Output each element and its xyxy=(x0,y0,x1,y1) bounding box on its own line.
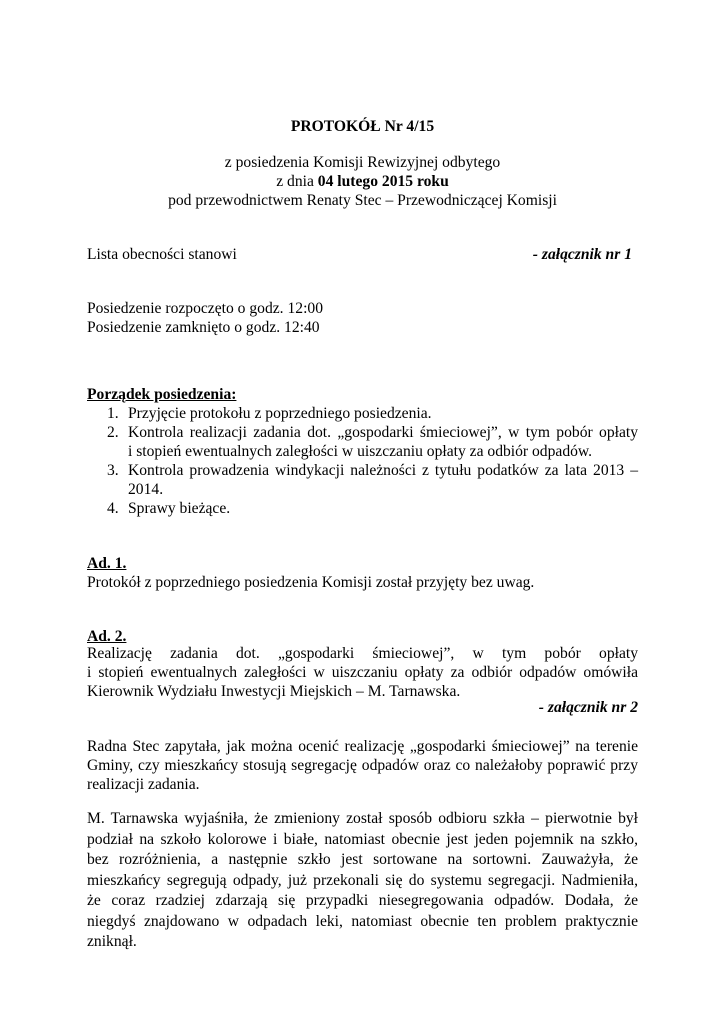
paragraph-line: i stopień ewentualnych zaległości w uiszczaniu opłaty za odbiór odpadów omówiła xyxy=(87,664,638,681)
agenda-item-text: 2014. xyxy=(128,481,164,498)
paragraph-line: niegdyś znajdowano w odpadach leki, natomiast obecnie ten problem praktycznie xyxy=(87,912,638,930)
agenda-item-text: i stopień ewentualnych zaległości w uiszczaniu opłaty za odbiór odpadów. xyxy=(128,443,593,460)
meeting-start-time: Posiedzenie rozpoczęto o godz. 12:00 xyxy=(87,300,324,317)
paragraph-line: mieszkańcy segregują odpady, już przekonali się do systemu segregacji. Nadmieniła, xyxy=(87,871,638,889)
header-line-3: pod przewodnictwem Renaty Stec – Przewodniczącej Komisji xyxy=(168,192,557,209)
ad1-heading: Ad. 1. xyxy=(87,555,127,572)
attachment-2: - załącznik nr 2 xyxy=(538,699,638,716)
agenda-item-number: 1. xyxy=(107,405,119,422)
paragraph-line: Gminy, czy mieszkańcy stosują segregację odpadów oraz co należałoby poprawić przy xyxy=(87,757,638,774)
agenda-item-number: 2. xyxy=(107,424,119,441)
paragraph-line: Kierownik Wydziału Inwestycji Miejskich – M. Tarnawska. xyxy=(87,683,461,700)
meeting-end-time: Posiedzenie zamknięto o godz. 12:40 xyxy=(87,319,320,336)
agenda-item xyxy=(87,423,638,461)
header-date: 04 lutego 2015 roku xyxy=(317,173,449,190)
agenda-item xyxy=(87,499,638,518)
agenda-item-number: 3. xyxy=(107,462,119,479)
paragraph-line: że coraz rzadziej zdarzają się przypadki niesegregowania odpadów. Dodała, że xyxy=(87,892,638,909)
agenda-item xyxy=(87,404,638,423)
paragraph-line: Realizację zadania dot. „gospodarki śmieciowej”, w tym pobór opłaty xyxy=(87,645,638,662)
agenda-item-number: 4. xyxy=(107,500,119,517)
agenda-item-text: Kontrola prowadzenia windykacji należności z tytułu podatków za lata 2013 – xyxy=(128,462,638,479)
agenda-item xyxy=(87,461,638,499)
attendance-text: Lista obecności stanowi xyxy=(87,246,237,263)
paragraph-line: M. Tarnawska wyjaśniła, że zmieniony został sposób odbioru szkła – pierwotnie był xyxy=(87,810,638,827)
header-line-1: z posiedzenia Komisji Rewizyjnej odbytego xyxy=(224,154,501,171)
ad2-paragraph-2 xyxy=(87,737,638,794)
header-line-2 xyxy=(0,172,725,191)
paragraph-line: Radna Stec zapytała, jak można ocenić realizację „gospodarki śmieciowej” na terenie xyxy=(87,738,638,755)
paragraph-line: realizacji zadania. xyxy=(87,776,200,793)
ad2-paragraph-1 xyxy=(87,644,638,701)
attachment-1: - załącznik nr 1 xyxy=(532,246,632,263)
agenda-item-text: Przyjęcie protokołu z poprzedniego posiedzenia. xyxy=(128,405,432,422)
ad1-text: Protokół z poprzedniego posiedzenia Komisji został przyjęty bez uwag. xyxy=(87,574,535,591)
document-title: PROTOKÓŁ Nr 4/15 xyxy=(290,118,435,135)
agenda-item-text: Kontrola realizacji zadania dot. „gospodarki śmieciowej”, w tym pobór opłaty xyxy=(128,424,638,441)
ad2-paragraph-3 xyxy=(87,809,638,953)
header-date-prefix: z dnia xyxy=(276,173,318,190)
ad2-heading: Ad. 2. xyxy=(87,628,127,645)
paragraph-line: bez rozróżnienia, a następnie szkło jest sortowane na sortowni. Zauważyła, że xyxy=(87,851,638,868)
agenda-heading: Porządek posiedzenia: xyxy=(87,386,237,403)
paragraph-line: podział na szkoło kolorowe i białe, natomiast obecnie jest jeden pojemnik na szkło, xyxy=(87,830,638,848)
paragraph-line: zniknął. xyxy=(87,933,137,950)
agenda-item-text: Sprawy bieżące. xyxy=(128,500,231,517)
agenda-list xyxy=(87,404,638,518)
